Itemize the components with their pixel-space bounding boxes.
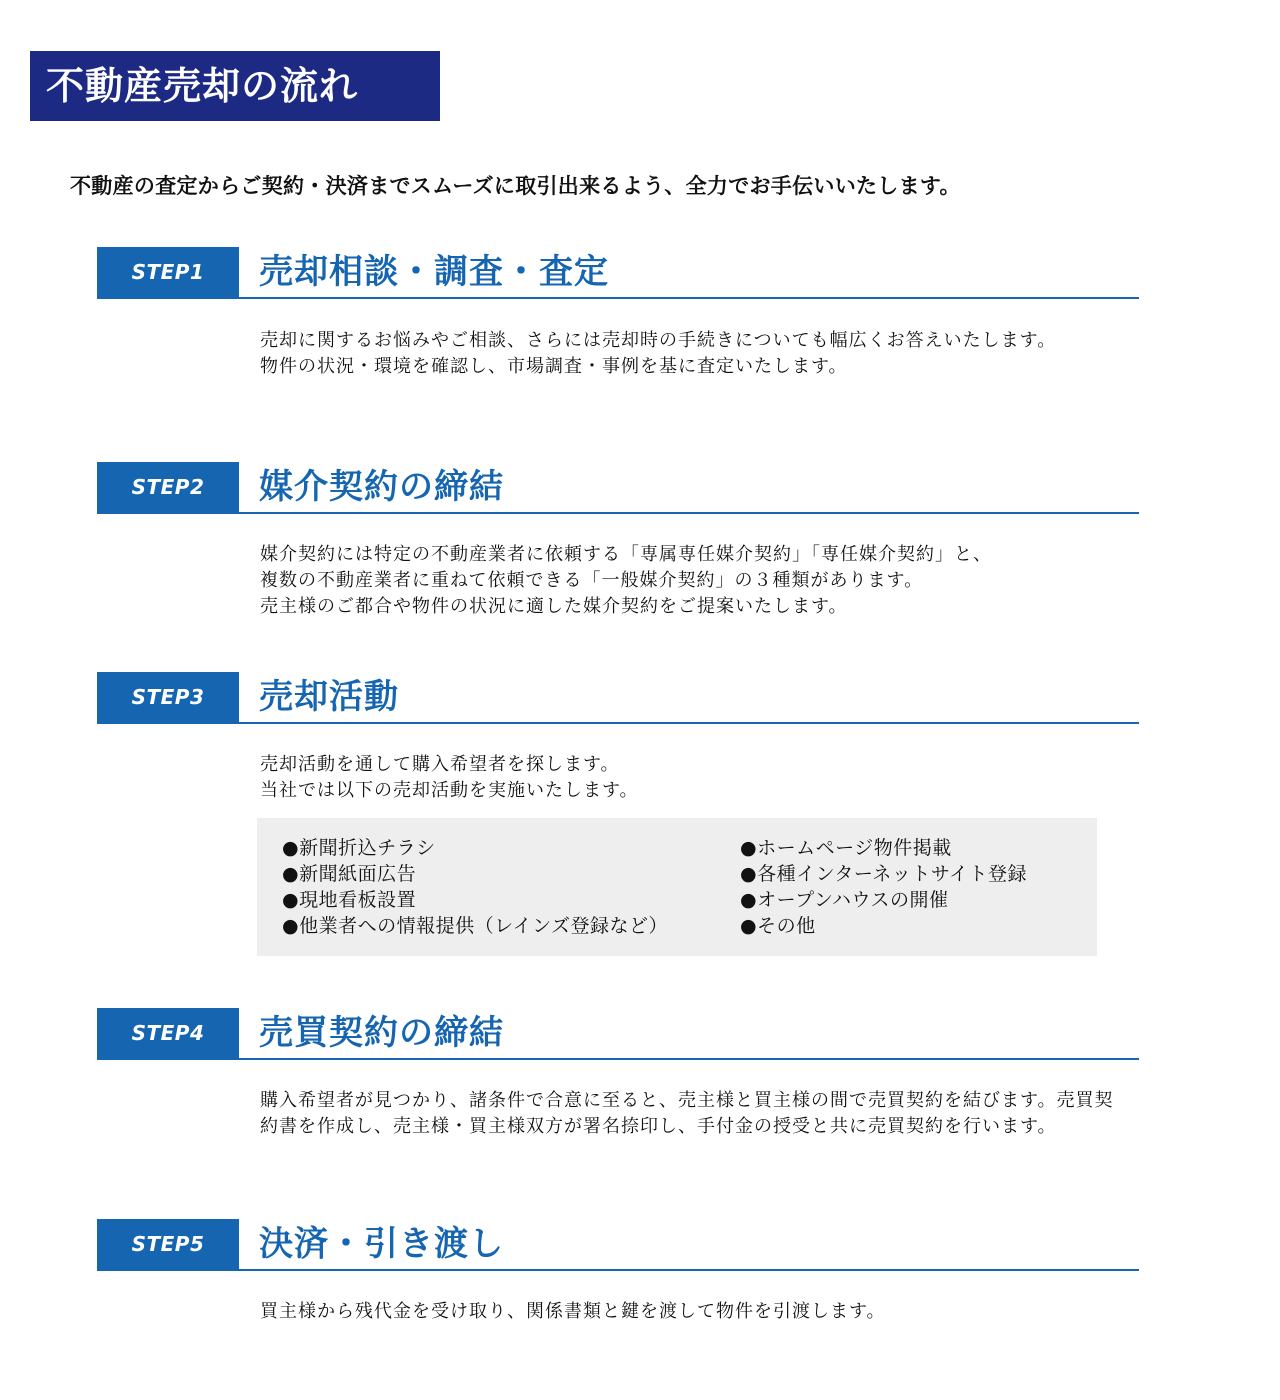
activity-item: ●オープンハウスの開催 (740, 889, 949, 911)
step2-title: 媒介契約の締結 (259, 467, 504, 507)
step2-header (97, 462, 1139, 514)
step5-body (260, 1299, 1130, 1325)
step2-body-line: 複数の不動産業者に重ねて依頼できる「一般媒介契約」の３種類があります。 (260, 570, 924, 591)
step5-title: 決済・引き渡し (259, 1224, 504, 1264)
activity-item: ●新聞折込チラシ (282, 837, 436, 859)
page-title: 不動産売却の流れ (30, 51, 440, 121)
step3-header (97, 672, 1139, 724)
activity-list-right (740, 835, 1027, 939)
step4-header (97, 1008, 1139, 1060)
step3-body (260, 752, 1130, 804)
activity-item: ●ホームページ物件掲載 (740, 837, 952, 859)
activity-item: ●他業者への情報提供（レインズ登録など） (282, 915, 669, 937)
step1-badge: STEP1 (97, 247, 239, 297)
step4-body-line: 購入希望者が見つかり、諸条件で合意に至ると、売主様と買主様の間で売買契約を結びます。売買契約書を作成し、売主様・買主様双方が署名捺印し、手付金の授受と共に売買契約を行います。 (260, 1090, 1114, 1137)
step4-badge: STEP4 (97, 1008, 239, 1058)
step5-header (97, 1219, 1139, 1271)
intro-text: 不動産の査定からご契約・決済までスムーズに取引出来るよう、全力でお手伝いいたします。 (70, 174, 961, 198)
step3-badge: STEP3 (97, 672, 239, 722)
activity-item: ●新聞紙面広告 (282, 863, 417, 885)
step2-badge: STEP2 (97, 462, 239, 512)
activity-item: ●各種インターネットサイト登録 (740, 863, 1028, 885)
step5-body-line: 買主様から残代金を受け取り、関係書類と鍵を渡して物件を引渡します。 (260, 1301, 886, 1322)
step1-body-line: 物件の状況・環境を確認し、市場調査・事例を基に査定いたします。 (260, 356, 848, 377)
step5-badge: STEP5 (97, 1219, 239, 1269)
step4-body (260, 1088, 1130, 1140)
step3-body-line: 当社では以下の売却活動を実施いたします。 (260, 780, 639, 801)
activity-list-box (257, 818, 1097, 956)
activity-list-left (282, 835, 668, 939)
step3-title: 売却活動 (259, 677, 399, 717)
step4-title: 売買契約の締結 (259, 1013, 504, 1053)
activity-item: ●その他 (740, 915, 816, 937)
step2-body (260, 542, 1130, 620)
step2-body-line: 売主様のご都合や物件の状況に適した媒介契約をご提案いたします。 (260, 596, 848, 617)
step1-header (97, 247, 1139, 299)
step2-body-line: 媒介契約には特定の不動産業者に依頼する「専属専任媒介契約」「専任媒介契約」と、 (260, 544, 992, 565)
step1-body (260, 328, 1130, 380)
step1-title: 売却相談・調査・査定 (259, 252, 609, 292)
activity-item: ●現地看板設置 (282, 889, 417, 911)
step3-body-line: 売却活動を通して購入希望者を探します。 (260, 754, 620, 775)
step1-body-line: 売却に関するお悩みやご相談、さらには売却時の手続きについても幅広くお答えいたします。 (260, 330, 1057, 351)
